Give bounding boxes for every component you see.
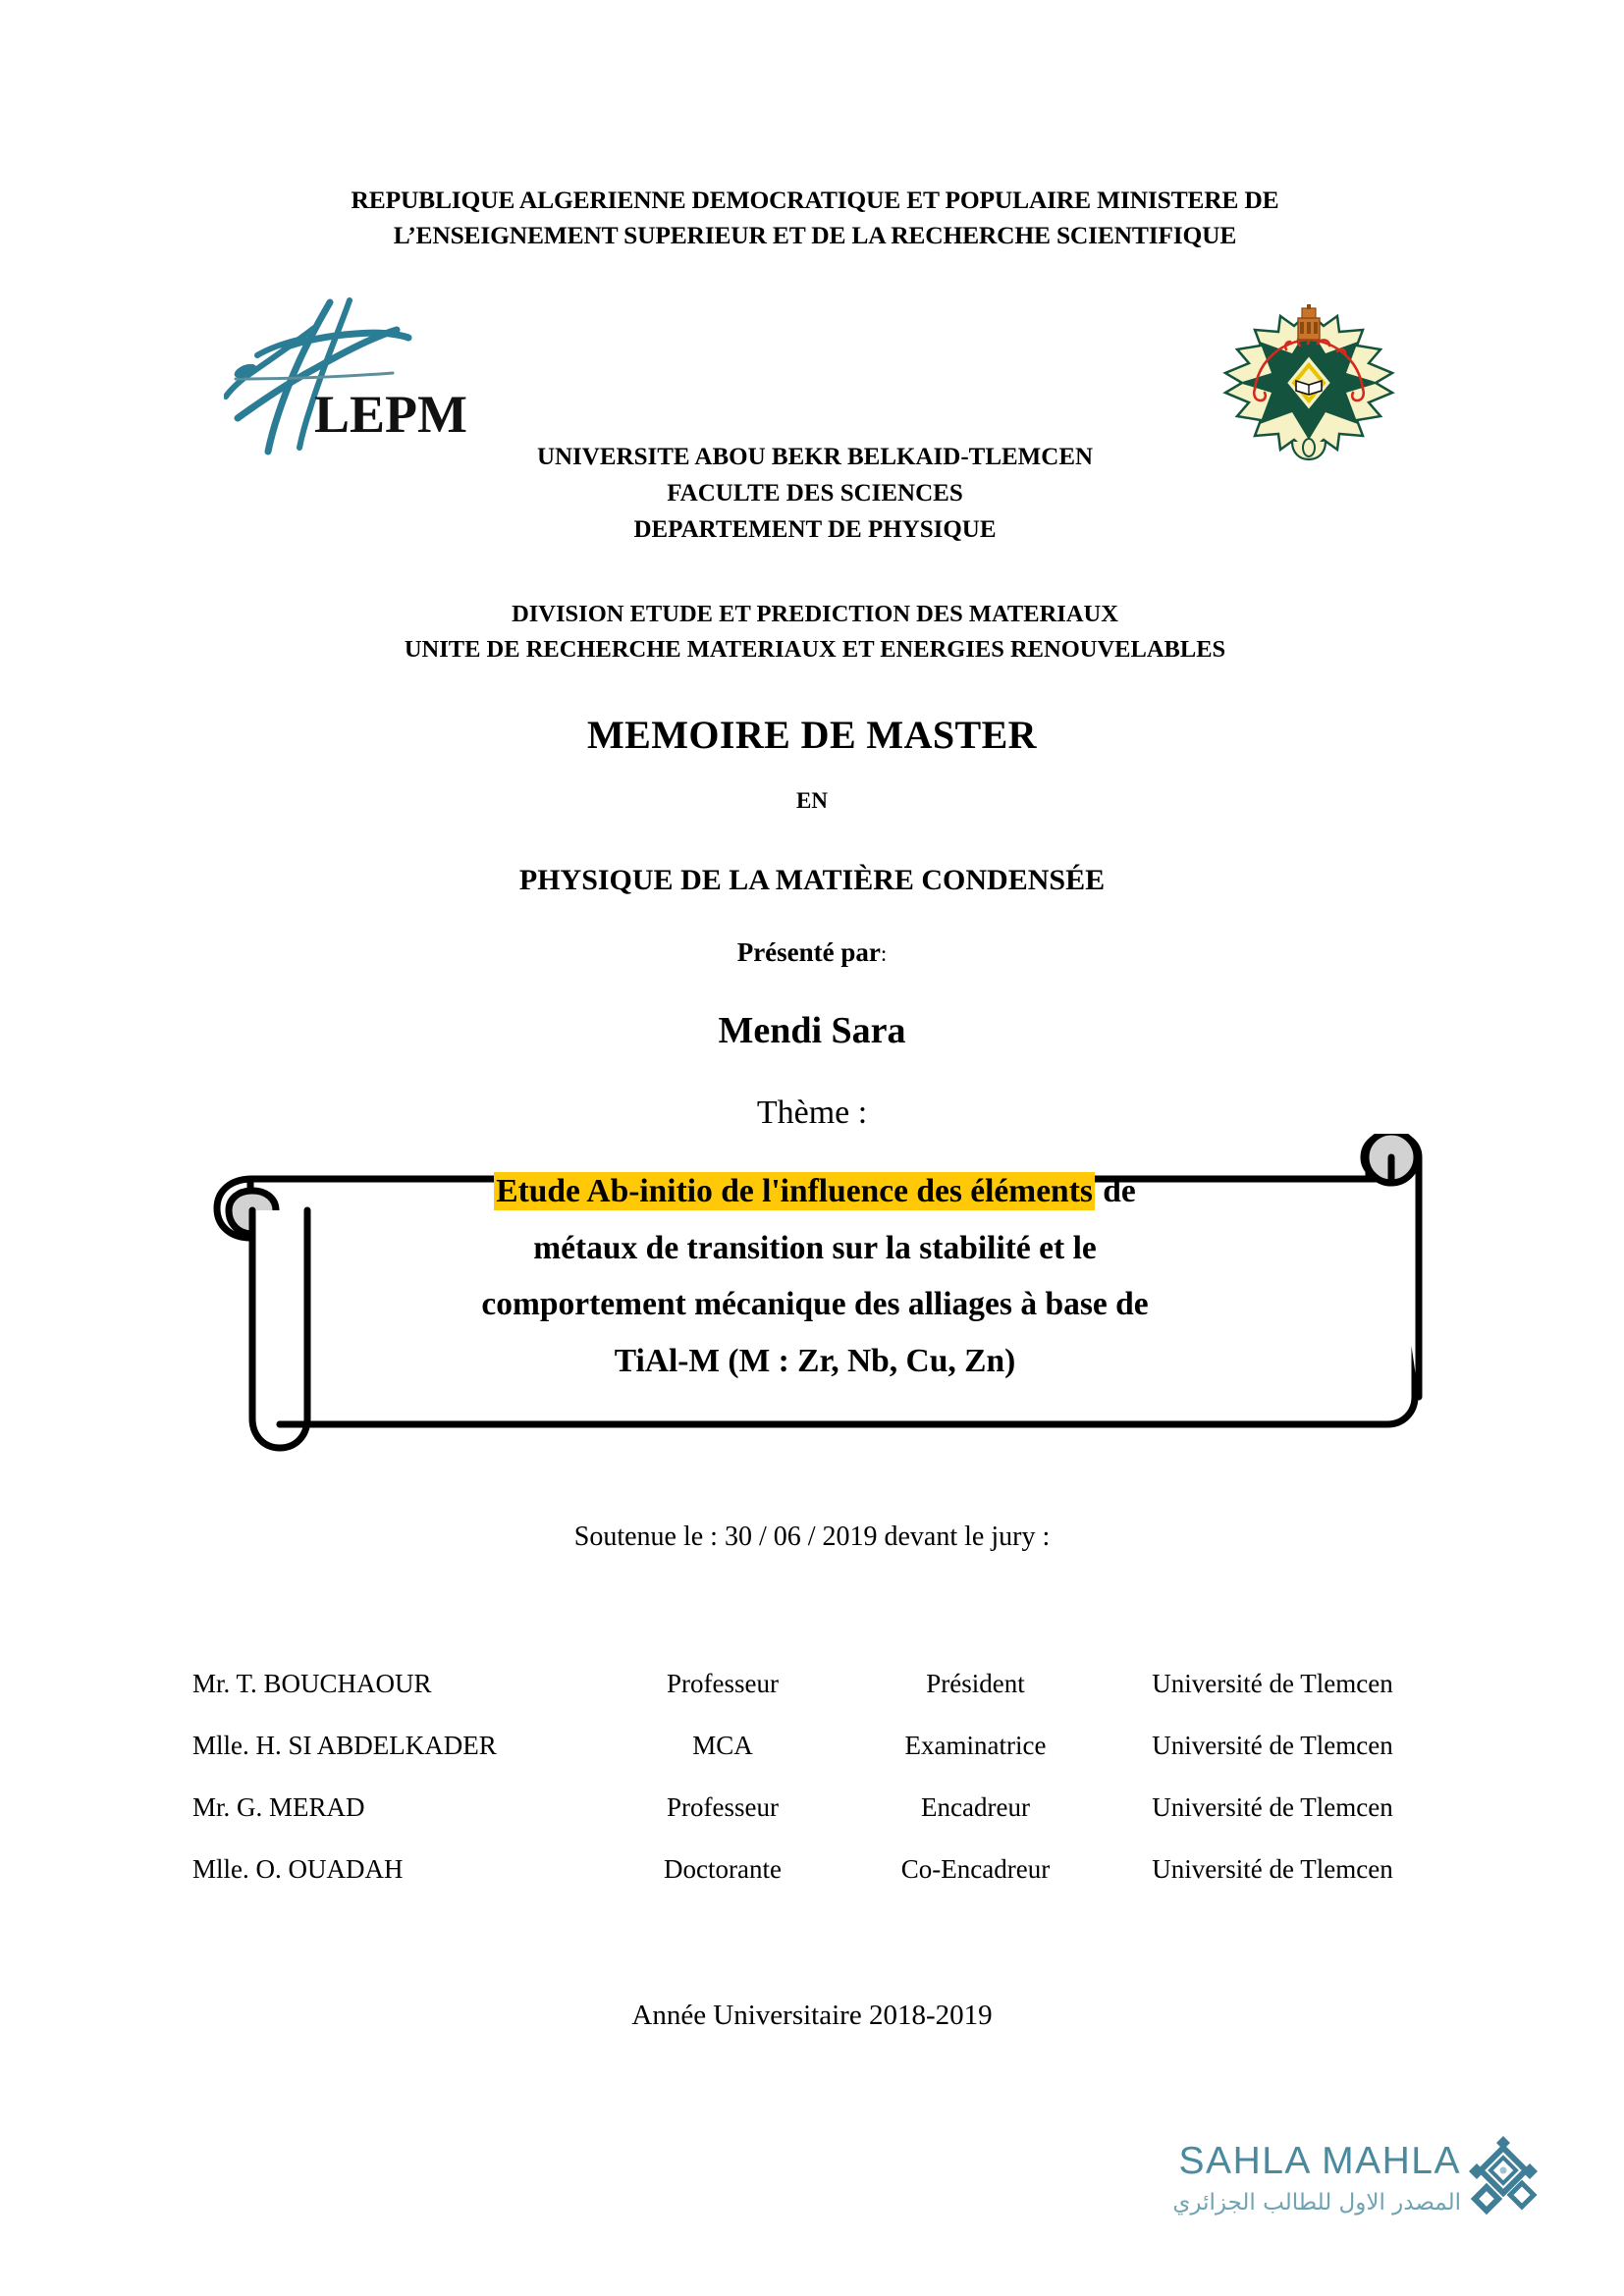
- author-label: Présenté par: [736, 937, 881, 967]
- jury-member-affiliation: Université de Tlemcen: [1152, 1792, 1393, 1822]
- degree-title: MEMOIRE DE MASTER: [587, 713, 1037, 757]
- research-unit-name: UNITE DE RECHERCHE MATERIAUX ET ENERGIES RENOUVELABLES: [404, 635, 1226, 663]
- author-label-row: [321, 937, 1303, 968]
- jury-member-role: Président: [926, 1669, 1025, 1698]
- theme-label: Thème :: [756, 1095, 868, 1131]
- jury-member-role: Co-Encadreur: [900, 1854, 1051, 1884]
- table-row: [192, 1854, 1439, 1916]
- jury-member-affiliation: Université de Tlemcen: [1152, 1669, 1393, 1698]
- degree-connector: EN: [796, 788, 828, 813]
- theme-title: [231, 1163, 1399, 1389]
- lepm-logo-text: LEPM: [314, 385, 467, 444]
- jury-member-name: Mr. G. MERAD: [192, 1792, 365, 1822]
- department-name: DEPARTEMENT DE PHYSIQUE: [633, 515, 997, 543]
- author-label-colon: :: [880, 941, 888, 966]
- jury-table: [192, 1669, 1439, 1916]
- jury-member-affiliation: Université de Tlemcen: [1152, 1731, 1393, 1760]
- academic-year: Année Universitaire 2018-2019: [631, 2000, 993, 2031]
- division-block: [177, 597, 1453, 667]
- jury-member-name: Mr. T. BOUCHAOUR: [192, 1669, 432, 1698]
- jury-member-name: Mlle. O. OUADAH: [192, 1854, 404, 1884]
- watermark-tagline: المصدر الاول للطالب الجزائري: [1172, 2190, 1461, 2216]
- watermark-brand: SAHLA MAHLA: [1178, 2140, 1461, 2182]
- theme-title-line-3: comportement mécanique des alliages à base de: [481, 1286, 1149, 1323]
- theme-title-line-1-rest: de: [1094, 1173, 1136, 1209]
- division-name: DIVISION ETUDE ET PREDICTION DES MATERIAUX: [512, 601, 1118, 627]
- jury-member-role: Encadreur: [921, 1792, 1030, 1822]
- lepm-logo: [224, 294, 479, 456]
- ministry-header: [187, 183, 1443, 253]
- ministry-line-2: L’ENSEIGNEMENT SUPERIEUR ET DE LA RECHERCHE SCIENTIFIQUE: [393, 221, 1237, 250]
- sahla-mahla-watermark: [1100, 2138, 1542, 2256]
- jury-member-grade: Doctorante: [664, 1854, 782, 1884]
- theme-title-line-1: [231, 1163, 1399, 1220]
- table-row: [192, 1792, 1439, 1854]
- ministry-line-1: REPUBLIQUE ALGERIENNE DEMOCRATIQUE ET POPULAIRE MINISTERE DE: [351, 186, 1279, 214]
- jury-member-name: Mlle. H. SI ABDELKADER: [192, 1731, 497, 1760]
- jury-member-grade: MCA: [692, 1731, 753, 1760]
- table-row: [192, 1731, 1439, 1792]
- faculty-name: FACULTE DES SCIENCES: [667, 479, 963, 507]
- jury-member-affiliation: Université de Tlemcen: [1152, 1854, 1393, 1884]
- jury-member-role: Examinatrice: [904, 1731, 1047, 1760]
- sahla-mahla-diamond-icon: [1465, 2134, 1542, 2215]
- jury-member-grade: Professeur: [667, 1792, 779, 1822]
- university-emblem-logo: [1216, 304, 1402, 461]
- degree-speciality: PHYSIQUE DE LA MATIÈRE CONDENSÉE: [518, 864, 1106, 896]
- defense-date-line: Soutenue le : 30 / 06 / 2019 devant le jury :: [573, 1522, 1051, 1552]
- university-name: UNIVERSITE ABOU BEKR BELKAID-TLEMCEN: [536, 444, 1094, 470]
- theme-title-highlight: Etude Ab-initio de l'influence des éléments: [496, 1173, 1093, 1209]
- university-block: [324, 440, 1306, 548]
- theme-title-line-4: TiAl-M (M : Zr, Nb, Cu, Zn): [614, 1342, 1016, 1379]
- jury-member-grade: Professeur: [667, 1669, 779, 1698]
- table-row: [192, 1669, 1439, 1731]
- author-name: Mendi Sara: [718, 1010, 906, 1051]
- theme-title-line-2: métaux de transition sur la stabilité et le: [533, 1229, 1097, 1266]
